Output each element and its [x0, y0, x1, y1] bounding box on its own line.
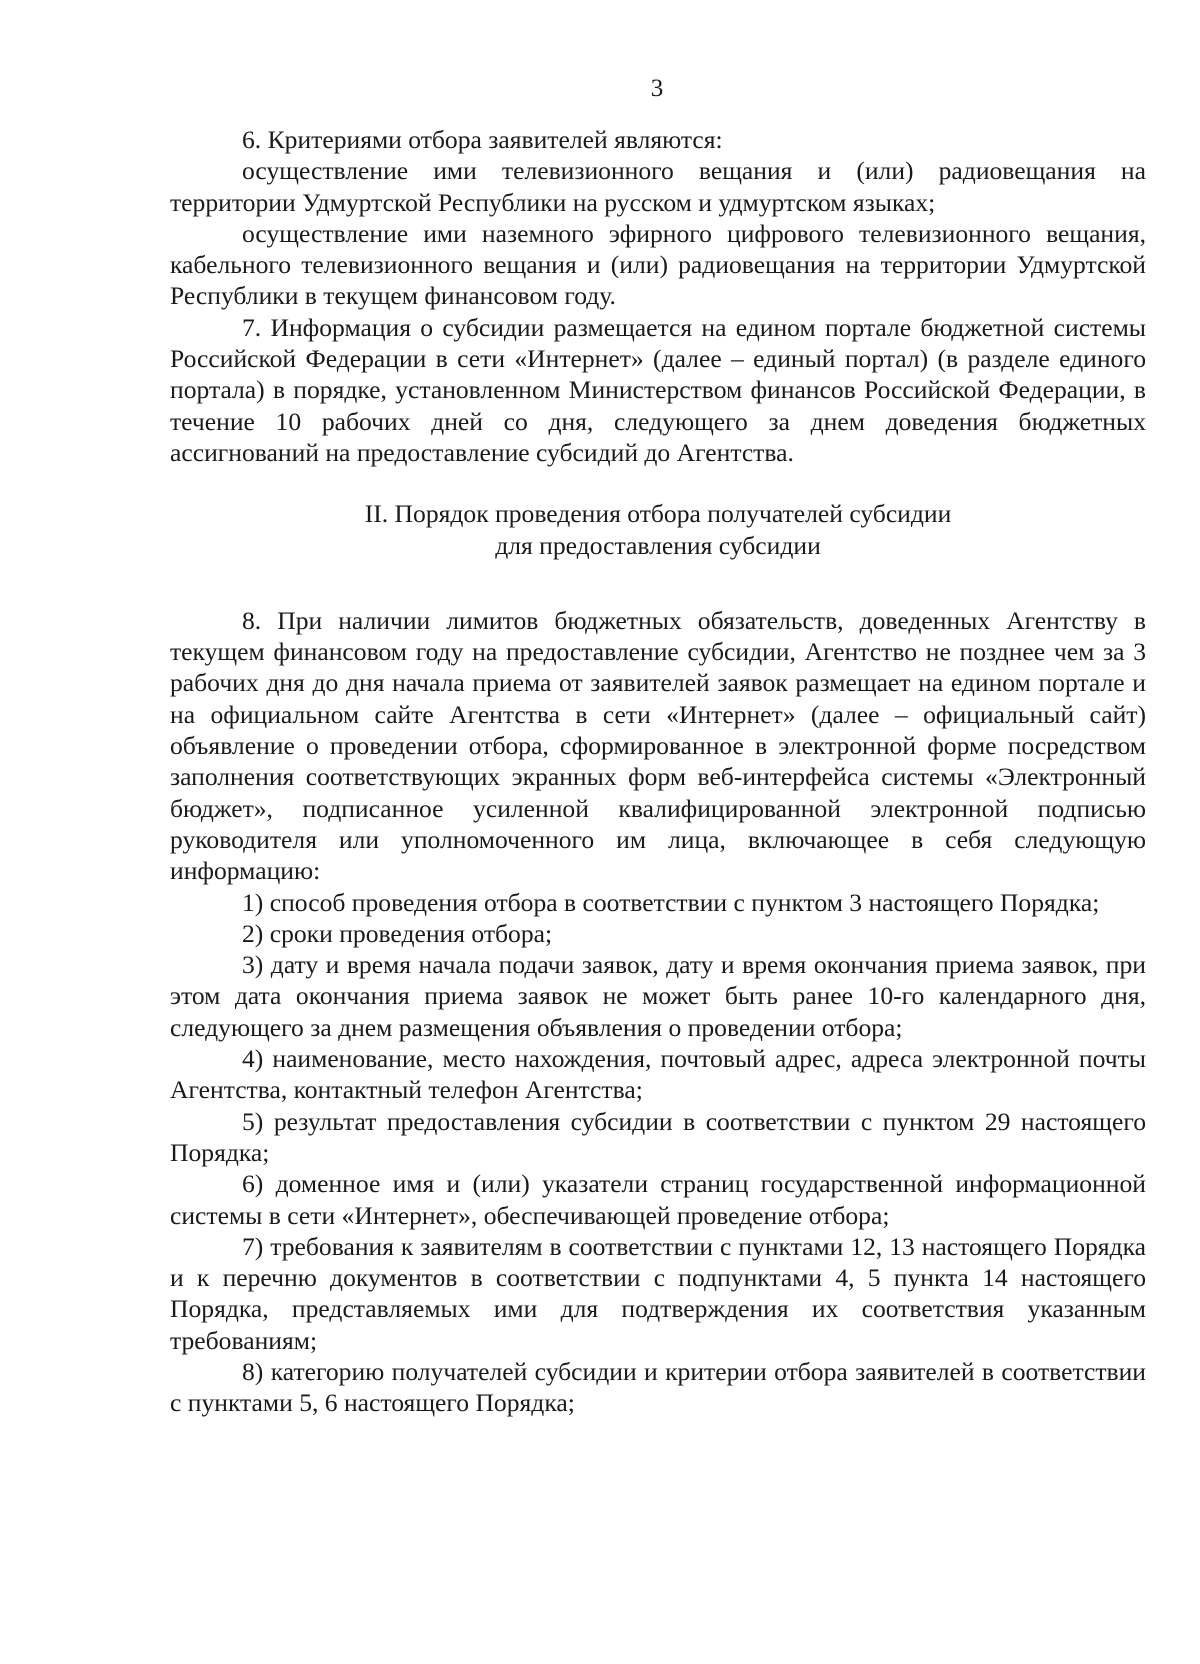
criterion-1: осуществление ими телевизионного вещания и (или) радиовещания на территории Удмуртской Республики на русском и удмуртском языках;: [170, 156, 1146, 217]
section-heading: [170, 498, 1146, 561]
list-item-1: 1) способ проведения отбора в соответствии с пунктом 3 настоящего Порядка;: [242, 887, 1100, 917]
list-item-4: 4) наименование, место нахождения, почтовый адрес, адреса электронной почты Агентства, контактный телефон Агентства;: [170, 1044, 1146, 1105]
document-body: [170, 124, 1146, 1419]
list-item-5: 5) результат предоставления субсидии в соответствии с пунктом 29 настоящего Порядка;: [170, 1106, 1146, 1167]
page-number: 3: [650, 75, 664, 102]
list-item-2: 2) сроки проведения отбора;: [242, 918, 553, 948]
section-heading-line-2: для предоставления субсидии: [495, 530, 821, 560]
paragraph-8: 8. При наличии лимитов бюджетных обязательств, доведенных Агентству в текущем финансовом году на предоставление субсидии, Агентство не позднее чем за 3 рабочих дня до дня начала приема от заявителей заявок размещает на едином портале и на официальном сайте Агентства в сети «Интернет» (далее – официальный сайт) объявление о проведении отбора, сформированное в электронной форме посредством заполнения соответствующих экранных форм веб-интерфейса системы «Электронный бюджет», подписанное усиленной квалифицированной электронной подписью руководителя или уполномоченного им лица, включающее в себя следующую информацию:: [170, 605, 1146, 886]
list-item-7: 7) требования к заявителям в соответствии с пунктами 12, 13 настоящего Порядка и к перечню документов в соответствии с подпунктами 4, 5 пункта 14 настоящего Порядка, представляемых ими для подтверждения их соответствия указанным требованиям;: [170, 1231, 1146, 1355]
section-heading-line-1: II. Порядок проведения отбора получателей субсидии: [364, 499, 952, 529]
list-item-3: 3) дату и время начала подачи заявок, дату и время окончания приема заявок, при этом дата окончания приема заявок не может быть ранее 10-го календарного дня, следующего за днем размещения объявления о проведении отбора;: [170, 950, 1146, 1042]
criterion-2: осуществление ими наземного эфирного цифрового телевизионного вещания, кабельного телевизионного вещания и (или) радиовещания на территории Удмуртской Республики в текущем финансовом году.: [170, 218, 1146, 311]
paragraph-6-title: 6. Критериями отбора заявителей являются:: [242, 125, 723, 154]
list-item-8: 8) категорию получателей субсидии и критерии отбора заявителей в соответствии с пунктами 5, 6 настоящего Порядка;: [170, 1356, 1146, 1418]
list-item-6: 6) доменное имя и (или) указатели страниц государственной информационной системы в сети «Интернет», обеспечивающей проведение отбора;: [170, 1169, 1146, 1230]
paragraph-7: 7. Информация о субсидии размещается на едином портале бюджетной системы Российской Федерации в сети «Интернет» (далее – единый портал) (в разделе единого портала) в порядке, установленном Министерством финансов Российской Федерации, в течение 10 рабочих дней со дня, следующего за днем доведения бюджетных ассигнований на предоставление субсидий до Агентства.: [170, 312, 1146, 467]
